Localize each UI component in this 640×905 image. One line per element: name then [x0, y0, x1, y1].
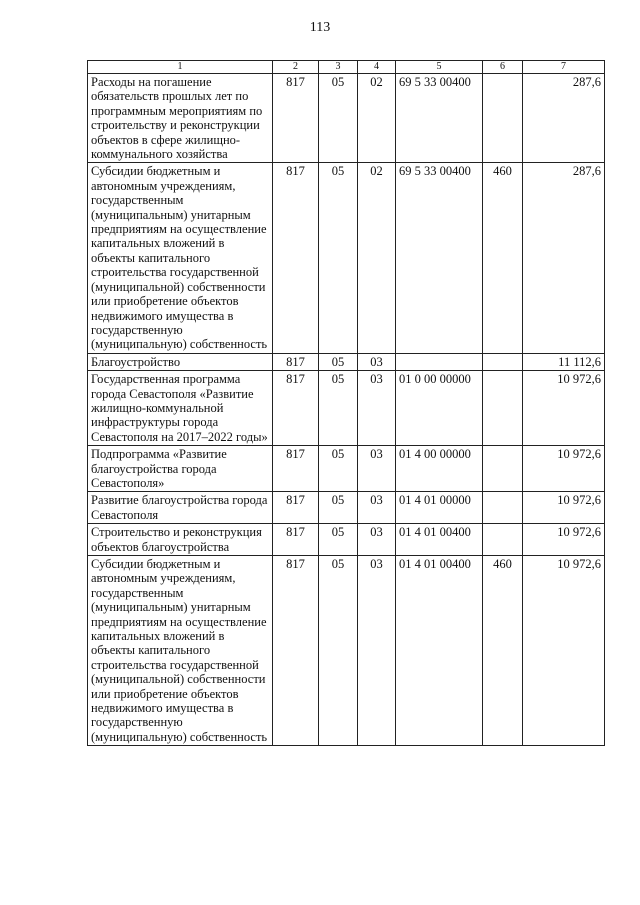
- row-target: 01 4 01 00000: [396, 492, 483, 524]
- budget-table: [87, 60, 605, 746]
- row-subsection: 03: [358, 492, 396, 524]
- row-expense-type: 460: [483, 556, 523, 746]
- row-section: 05: [319, 524, 358, 556]
- row-subsection: 03: [358, 446, 396, 492]
- row-section: 05: [319, 163, 358, 353]
- column-header: 1: [88, 61, 273, 74]
- table-row: [88, 74, 605, 163]
- table-row: [88, 446, 605, 492]
- column-header: 4: [358, 61, 396, 74]
- row-code: 817: [273, 371, 319, 446]
- row-target: 01 4 00 00000: [396, 446, 483, 492]
- row-section: 05: [319, 74, 358, 163]
- row-code: 817: [273, 524, 319, 556]
- table-row: [88, 556, 605, 746]
- row-expense-type: [483, 353, 523, 370]
- row-target: [396, 353, 483, 370]
- row-section: 05: [319, 353, 358, 370]
- row-subsection: 03: [358, 353, 396, 370]
- row-subsection: 03: [358, 371, 396, 446]
- table-row: [88, 371, 605, 446]
- row-target: 01 0 00 00000: [396, 371, 483, 446]
- row-target: 69 5 33 00400: [396, 163, 483, 353]
- row-amount: 10 972,6: [523, 371, 605, 446]
- row-amount: 287,6: [523, 74, 605, 163]
- row-amount: 10 972,6: [523, 556, 605, 746]
- row-name: Благоустройство: [88, 353, 273, 370]
- row-expense-type: [483, 446, 523, 492]
- row-expense-type: [483, 74, 523, 163]
- row-expense-type: 460: [483, 163, 523, 353]
- row-name: Подпрограмма «Развитие благоустройства города Севастополя»: [88, 446, 273, 492]
- row-target: 69 5 33 00400: [396, 74, 483, 163]
- table-row: [88, 353, 605, 370]
- row-expense-type: [483, 371, 523, 446]
- row-name: Развитие благоустройства города Севастополя: [88, 492, 273, 524]
- row-section: 05: [319, 492, 358, 524]
- row-name: Строительство и реконструкция объектов благоустройства: [88, 524, 273, 556]
- column-header: 3: [319, 61, 358, 74]
- row-expense-type: [483, 524, 523, 556]
- table-row: [88, 163, 605, 353]
- row-name: Субсидии бюджетным и автономным учреждениям, государственным (муниципальным) унитарным предприятиям на осуществление капитальных вложений в объекты капитального строительства государственной (муниципальной) собственности или приобретение объектов недвижимого имущества в государственную (муниципальную) собственность: [88, 556, 273, 746]
- table-row: [88, 524, 605, 556]
- row-subsection: 02: [358, 74, 396, 163]
- row-subsection: 02: [358, 163, 396, 353]
- row-section: 05: [319, 556, 358, 746]
- column-header: 5: [396, 61, 483, 74]
- row-code: 817: [273, 492, 319, 524]
- row-code: 817: [273, 556, 319, 746]
- table-row: [88, 492, 605, 524]
- row-code: 817: [273, 353, 319, 370]
- row-amount: 10 972,6: [523, 524, 605, 556]
- row-target: 01 4 01 00400: [396, 556, 483, 746]
- row-name: Субсидии бюджетным и автономным учреждениям, государственным (муниципальным) унитарным предприятиям на осуществление капитальных вложений в объекты капитального строительства государственной (муниципальной) собственности или приобретение объектов недвижимого имущества в государственную (муниципальную) собственность: [88, 163, 273, 353]
- row-section: 05: [319, 446, 358, 492]
- row-subsection: 03: [358, 524, 396, 556]
- row-expense-type: [483, 492, 523, 524]
- page-number: 113: [309, 20, 331, 35]
- column-header: 2: [273, 61, 319, 74]
- row-code: 817: [273, 74, 319, 163]
- row-code: 817: [273, 446, 319, 492]
- row-section: 05: [319, 371, 358, 446]
- row-amount: 10 972,6: [523, 492, 605, 524]
- row-subsection: 03: [358, 556, 396, 746]
- row-target: 01 4 01 00400: [396, 524, 483, 556]
- row-code: 817: [273, 163, 319, 353]
- row-amount: 11 112,6: [523, 353, 605, 370]
- row-amount: 10 972,6: [523, 446, 605, 492]
- column-header: 7: [523, 61, 605, 74]
- row-name: Расходы на погашение обязательств прошлых лет по программным мероприятиям по строительству и реконструкции объектов в сфере жилищно-коммунального хозяйства: [88, 74, 273, 163]
- row-amount: 287,6: [523, 163, 605, 353]
- row-name: Государственная программа города Севастополя «Развитие жилищно-коммунальной инфраструктуры города Севастополя на 2017–2022 годы»: [88, 371, 273, 446]
- column-header: 6: [483, 61, 523, 74]
- table-header-row: [88, 61, 605, 74]
